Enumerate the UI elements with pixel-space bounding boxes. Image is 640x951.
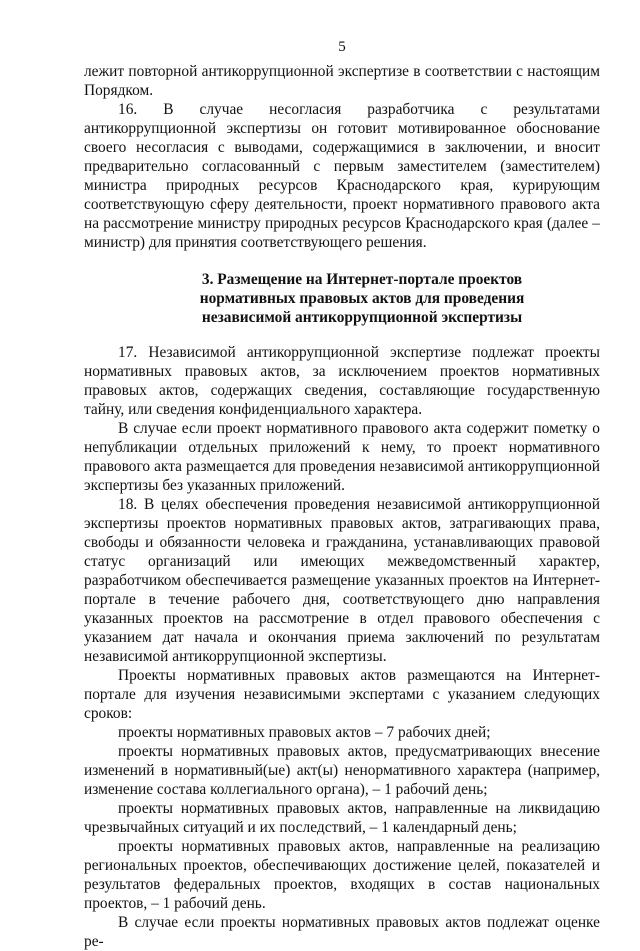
paragraph-18: 18. В целях обеспечения проведения независимой антикоррупционной экспертизы проектов нормативных правовых актов, затрагивающих права, свободы и обязанности человека и гражданина, устанавливающих правовой статус организаций или имеющих межведомственный характер, разработчиком обеспечивается размещение указанных проектов на Интернет-портале в течение рабочего дня, соответствующего дню направления указанных проектов на рассмотрение в отдел правового обеспечения с указанием дат начала и окончания приема заключений по результатам независимой антикоррупционной экспертизы.	[84, 496, 600, 665]
list-item-deadline: проекты нормативных правовых актов – 7 рабочих дней;	[118, 724, 491, 741]
section-heading-line: нормативных правовых актов для проведения	[199, 290, 525, 307]
paragraph-assessment: В случае если проекты нормативных правовых актов подлежат оценке ре-	[84, 914, 600, 950]
paragraph-16: 16. В случае несогласия разработчика с результатами антикоррупционной экспертизы он готовит мотивированное обоснование своего несогласия с выводами, содержащимися в заключении, и вносит предварительно согласованный с первым заместителем (заместителем) министра природных ресурсов Краснодарского края, курирующим соответствующую сферу деятельности, проект нормативного правового акта на рассмотрение министру природных ресурсов Краснодарского края (далее – министр) для принятия соответствующего решения.	[84, 101, 600, 251]
list-item-deadline: проекты нормативных правовых актов, направленные на реализацию региональных проектов, обеспечивающих достижение целей, показателей и результатов федеральных проектов, входящих в состав национальных проектов, – 1 рабочий день.	[84, 838, 600, 912]
list-item-deadline: проекты нормативных правовых актов, направленные на ликвидацию чрезвычайных ситуаций и их последствий, – 1 календарный день;	[84, 800, 600, 836]
list-item-deadline: проекты нормативных правовых актов, предусматривающих внесение изменений в нормативный(ые) акт(ы) ненормативного характера (например, изменение состава коллегиального органа), – 1 рабочий день;	[84, 743, 600, 798]
section-heading-line: независимой антикоррупционной экспертизы	[201, 309, 523, 326]
paragraph-continuation: лежит повторной антикоррупционной экспертизе в соответствии с настоящим Порядком.	[84, 63, 600, 99]
paragraph-17: 17. Независимой антикоррупционной экспертизе подлежат проекты нормативных правовых актов, за исключением проектов нормативных правовых актов, содержащих сведения, составляющие государственную тайну, или сведения конфиденциального характера.	[84, 344, 600, 418]
paragraph-unpublished-appendices: В случае если проект нормативного правового акта содержит пометку о непубликации отдельных приложений к нему, то проект нормативного правового акта размещается для проведения независимой антикоррупционной экспертизы без указанных приложений.	[84, 420, 600, 494]
document-page	[84, 38, 600, 951]
paragraph-deadlines-intro: Проекты нормативных правовых актов размещаются на Интернет-портале для изучения независимыми экспертами с указанием следующих сроков:	[84, 667, 600, 722]
section-heading-line: 3. Размещение на Интернет-портале проектов	[201, 271, 523, 288]
section-heading	[84, 270, 600, 327]
page-number: 5	[338, 39, 346, 55]
